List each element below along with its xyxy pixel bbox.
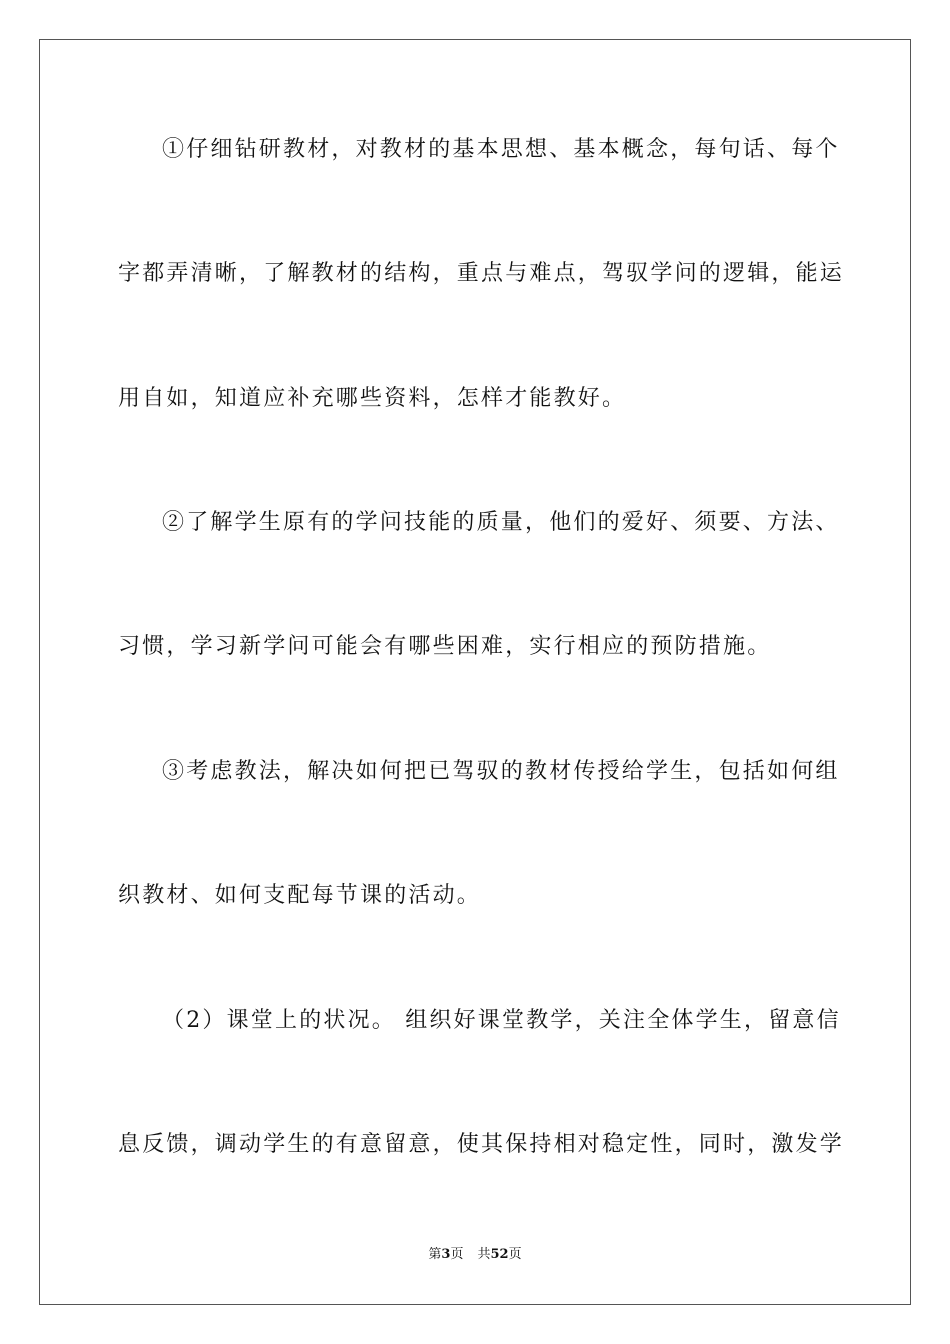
total-suffix: 页 — [508, 1247, 522, 1262]
text-line-2: 字都弄清晰，了解教材的结构，重点与难点，驾驭学问的逻辑，能运 — [118, 261, 845, 286]
text-line-6: ③考虑教法，解决如何把已驾驭的教材传授给学生，包括如何组 — [162, 759, 840, 784]
text-line-1: ①仔细钻研教材，对教材的基本思想、基本概念，每句话、每个 — [162, 137, 840, 162]
text-line-4: ②了解学生原有的学问技能的质量，他们的爱好、须要、方法、 — [162, 510, 840, 535]
text-line-5: 习惯，学习新学问可能会有哪些困难，实行相应的预防措施。 — [118, 634, 772, 659]
text-line-9: 息反馈，调动学生的有意留意，使其保持相对稳定性，同时，激发学 — [118, 1132, 845, 1157]
page-prefix: 第 — [428, 1247, 442, 1262]
page-frame — [39, 39, 911, 1305]
page-footer — [0, 1246, 950, 1264]
text-line-7: 织教材、如何支配每节课的活动。 — [118, 883, 482, 908]
page-suffix: 页 — [450, 1247, 464, 1262]
page-number: 3 — [441, 1247, 451, 1262]
text-line-8: （2）课堂上的状况。 组织好课堂教学，关注全体学生，留意信 — [162, 1008, 841, 1033]
total-prefix: 共 — [477, 1247, 491, 1262]
text-line-3: 用自如，知道应补充哪些资料，怎样才能教好。 — [118, 386, 627, 411]
total-pages: 52 — [490, 1247, 509, 1262]
